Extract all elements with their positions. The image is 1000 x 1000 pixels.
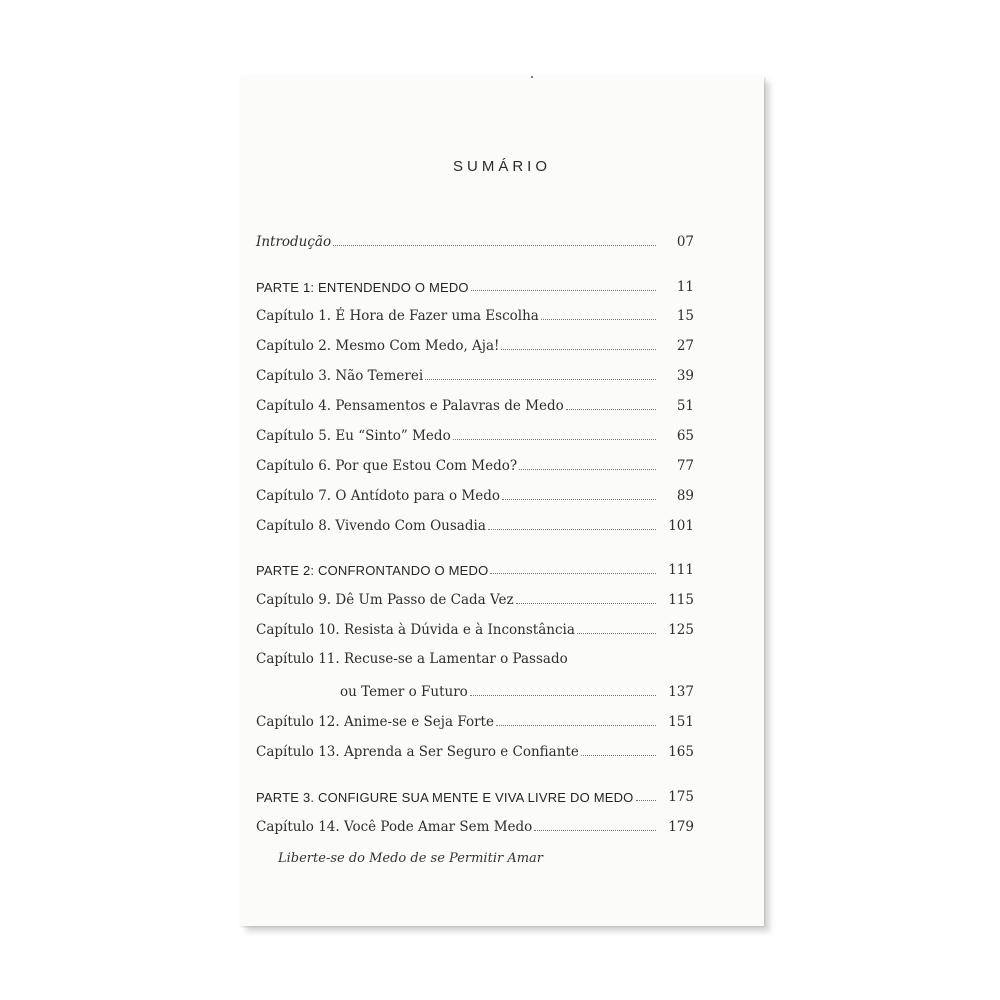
toc-row: [256, 422, 694, 444]
toc-entry-label: PARTE 3. CONFIGURE SUA MENTE E VIVA LIVRE DO MEDO: [256, 790, 634, 805]
toc-page-number: 101: [668, 518, 694, 534]
toc-entry-label: Capítulo 8. Vivendo Com Ousadia: [256, 518, 486, 534]
toc-page-number: 111: [668, 562, 694, 578]
toc-row: [256, 332, 694, 354]
leader-dots: [516, 603, 656, 604]
toc-page-number: 27: [676, 338, 694, 354]
leader-dots: [471, 290, 656, 291]
leader-dots: [501, 349, 656, 350]
leader-dots: [541, 319, 656, 320]
toc-page-number: 125: [668, 622, 694, 638]
toc-page-number: 137: [668, 684, 694, 700]
toc-entry-label: Capítulo 2. Mesmo Com Medo, Aja!: [256, 338, 500, 354]
toc-page-number: 175: [668, 789, 694, 805]
toc-entry-label: PARTE 1: ENTENDENDO O MEDO: [256, 280, 469, 295]
toc-entry-label: Capítulo 13. Aprenda a Ser Seguro e Confiante: [256, 744, 579, 760]
leader-dots: [566, 409, 656, 410]
toc-row: [256, 678, 694, 700]
toc-row: [256, 362, 694, 384]
toc-entry-label: Capítulo 9. Dê Um Passo de Cada Vez: [256, 592, 514, 608]
leader-dots: [425, 379, 656, 380]
toc-entry-label: Capítulo 10. Resista à Dúvida e à Inconstância: [256, 622, 575, 638]
toc-row: [256, 452, 694, 474]
toc-entry-label: PARTE 2: CONFRONTANDO O MEDO: [256, 563, 489, 578]
toc-page-number: 179: [668, 819, 694, 835]
toc-page-number: 51: [676, 398, 694, 414]
toc-entry-label: ou Temer o Futuro: [340, 684, 468, 700]
toc-page-number: 39: [676, 368, 694, 384]
toc-entry-label: Capítulo 14. Você Pode Amar Sem Medo: [256, 819, 533, 835]
leader-dots: [490, 573, 656, 574]
toc-page-number: 89: [676, 488, 694, 504]
toc-part-row: [256, 556, 694, 578]
toc-entry-label: Capítulo 4. Pensamentos e Palavras de Medo: [256, 398, 564, 414]
toc-row: [256, 586, 694, 608]
toc-part-row: [256, 783, 694, 805]
closing-note: Liberte-se do Medo de se Permitir Amar: [278, 851, 544, 866]
toc-row: [256, 302, 694, 324]
toc-entry-label: Capítulo 12. Anime-se e Seja Forte: [256, 714, 494, 730]
leader-dots: [470, 695, 656, 696]
toc-entry-label: Capítulo 7. O Antídoto para o Medo: [256, 488, 501, 504]
page-speck: [531, 76, 533, 78]
toc-row: [256, 392, 694, 414]
leader-dots: [581, 755, 656, 756]
leader-dots: [577, 633, 656, 634]
toc-page-number: 65: [676, 428, 694, 444]
toc-page-number: 07: [676, 234, 694, 250]
page-title: SUMÁRIO: [452, 158, 551, 175]
toc-page-number: 115: [668, 592, 694, 608]
leader-dots: [333, 245, 656, 246]
toc-row: [256, 813, 694, 835]
toc-page-number: 15: [676, 308, 694, 324]
toc-row: [256, 616, 694, 638]
toc-entry-label: Capítulo 3. Não Temerei: [256, 368, 424, 384]
toc-row: [256, 482, 694, 504]
toc-page-number: 151: [668, 714, 694, 730]
toc-entry-label: Capítulo 6. Por que Estou Com Medo?: [256, 458, 518, 474]
book-page: [240, 76, 764, 926]
toc-page-number: 77: [676, 458, 694, 474]
toc-row: [256, 738, 694, 760]
leader-dots: [488, 529, 656, 530]
chapter-11-first-line: Capítulo 11. Recuse-se a Lamentar o Passado: [256, 651, 568, 667]
leader-dots: [496, 725, 656, 726]
toc-entry-label: Capítulo 5. Eu “Sinto” Medo: [256, 428, 451, 444]
toc-row: [256, 708, 694, 730]
leader-dots: [636, 800, 657, 801]
toc-entry-label: Introdução: [256, 234, 332, 250]
toc-entry-label: Capítulo 1. É Hora de Fazer uma Escolha: [256, 308, 539, 324]
leader-dots: [519, 469, 656, 470]
toc-page-number: 165: [668, 744, 694, 760]
toc-part-row: [256, 273, 694, 295]
toc-row: [256, 228, 694, 250]
leader-dots: [453, 439, 656, 440]
toc-row: [256, 512, 694, 534]
leader-dots: [534, 830, 656, 831]
leader-dots: [502, 499, 656, 500]
toc-page-number: 11: [676, 279, 694, 295]
